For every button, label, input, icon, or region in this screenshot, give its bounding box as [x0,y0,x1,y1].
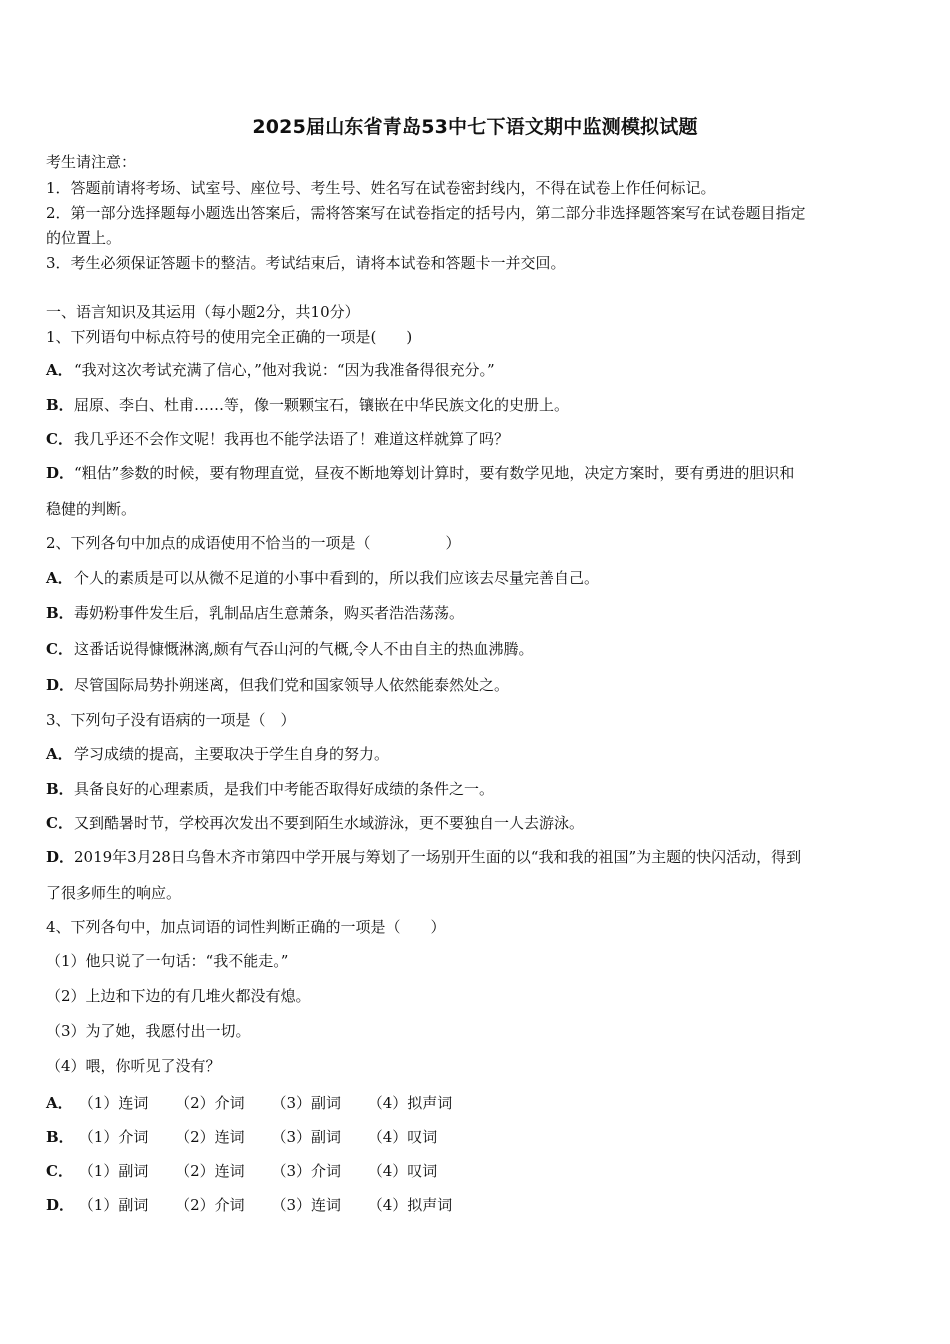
option-item: （1）副词 [78,1196,149,1214]
option-label: A． [46,745,73,763]
q2-option-b[interactable] [46,603,464,623]
q2-option-a[interactable] [46,568,599,588]
option-item: （1）连词 [78,1094,149,1112]
q2-option-c[interactable] [46,639,534,659]
notice-item-3: 3．考生必须保证答题卡的整洁。考试结束后，请将本试卷和答题卡一并交回。 [46,254,566,272]
section-heading: 一、语言知识及其运用（每小题2分，共10分） [46,303,360,321]
option-item: （2）连词 [175,1128,245,1146]
option-item: （2）连词 [175,1162,245,1180]
option-label: B． [46,780,74,798]
option-label: D． [46,848,75,866]
option-label: A． [46,361,73,379]
q2-option-d[interactable] [46,675,509,695]
option-label: B． [46,604,74,622]
notice-item-2: 2．第一部分选择题每小题选出答案后，需将答案写在试卷指定的括号内，第二部分非选择题答案写在试卷题目指定 [46,204,806,222]
q4-sentence-1: （1）他只说了一句话：“我不能走。” [46,952,289,970]
option-label: C． [46,814,73,832]
question-4-stem: 4、下列各句中，加点词语的词性判断正确的一项是（ ） [46,918,446,936]
q4-option-b[interactable] [46,1127,459,1147]
q4-sentence-4: （4）喂，你听见了没有？ [46,1057,221,1075]
question-1-stem: 1、下列语句中标点符号的使用完全正确的一项是( ) [46,328,413,346]
option-text: 学习成绩的提高，主要取决于学生自身的努力。 [74,745,390,763]
option-label: C． [46,430,73,448]
option-label: D． [46,1196,75,1214]
q3-option-a[interactable] [46,744,389,764]
q3-option-d[interactable] [46,847,801,867]
option-item: （2）介词 [175,1094,245,1112]
option-label: B． [46,1128,74,1146]
option-text: “我对这次考试充满了信心，”他对我说：“因为我准备得很充分。” [74,361,495,379]
option-item: （1）副词 [78,1162,149,1180]
option-item: （4）拟声词 [367,1196,453,1214]
option-text: 这番话说得慷慨淋漓,颇有气吞山河的气概,令人不由自主的热血沸腾。 [74,640,534,658]
option-item: （4）叹词 [367,1162,438,1180]
notice-item-2-cont: 的位置上。 [46,229,122,247]
option-item: （4）拟声词 [367,1094,453,1112]
q1-option-d[interactable] [46,463,794,483]
q4-option-c[interactable] [46,1161,459,1181]
option-text: 毒奶粉事件发生后，乳制品店生意萧条，购买者浩浩荡荡。 [74,604,465,622]
option-item: （2）介词 [175,1196,245,1214]
question-3-stem: 3、下列句子没有语病的一项是（ ） [46,711,296,729]
option-text: 2019年3月28日乌鲁木齐市第四中学开展与筹划了一场别开生面的以“我和我的祖国”为主题的快闪活动，得到 [74,848,802,866]
option-text: 具备良好的心理素质，是我们中考能否取得好成绩的条件之一。 [74,780,495,798]
q3-option-b[interactable] [46,779,494,799]
option-item: （3）副词 [271,1094,341,1112]
option-text: 屈原、李白、杜甫……等，像一颗颗宝石，镶嵌在中华民族文化的史册上。 [74,396,570,414]
option-item: （3）介词 [271,1162,341,1180]
notice-heading: 考生请注意： [46,153,137,171]
q4-option-d[interactable] [46,1195,474,1215]
option-label: A． [46,1094,73,1112]
option-text: 个人的素质是可以从微不足道的小事中看到的，所以我们应该去尽量完善自己。 [74,569,600,587]
question-2-stem: 2、下列各句中加点的成语使用不恰当的一项是（ ） [46,534,461,552]
q1-option-c[interactable] [46,429,509,449]
q3-option-d-cont: 了很多师生的响应。 [46,884,182,902]
q3-option-c[interactable] [46,813,584,833]
option-item: （3）副词 [271,1128,341,1146]
option-item: （3）连词 [271,1196,341,1214]
option-label: C． [46,1162,73,1180]
option-text: “粗估”参数的时候，要有物理直觉，昼夜不断地筹划计算时，要有数学见地，决定方案时，要有勇进的胆识和 [74,464,795,482]
option-label: A． [46,569,73,587]
option-label: D． [46,464,75,482]
option-item: （1）介词 [78,1128,149,1146]
option-text: 我几乎还不会作文呢！我再也不能学法语了！难道这样就算了吗？ [74,430,510,448]
option-item: （4）叹词 [367,1128,438,1146]
q4-sentence-2: （2）上边和下边的有几堆火都没有熄。 [46,987,311,1005]
q1-option-a[interactable] [46,360,495,380]
option-label: B． [46,396,74,414]
q1-option-b[interactable] [46,395,569,415]
option-text: 又到酷暑时节，学校再次发出不要到陌生水域游泳，更不要独自一人去游泳。 [74,814,585,832]
option-label: D． [46,676,75,694]
option-label: C． [46,640,73,658]
q1-option-d-cont: 稳健的判断。 [46,500,137,518]
page-title: 2025届山东省青岛53中七下语文期中监测模拟试题 [252,116,698,138]
notice-item-1: 1．答题前请将考场、试室号、座位号、考生号、姓名写在试卷密封线内，不得在试卷上作任何标记。 [46,179,716,197]
q4-sentence-3: （3）为了她，我愿付出一切。 [46,1022,251,1040]
q4-option-a[interactable] [46,1093,474,1113]
option-text: 尽管国际局势扑朔迷离，但我们党和国家领导人依然能泰然处之。 [74,676,510,694]
